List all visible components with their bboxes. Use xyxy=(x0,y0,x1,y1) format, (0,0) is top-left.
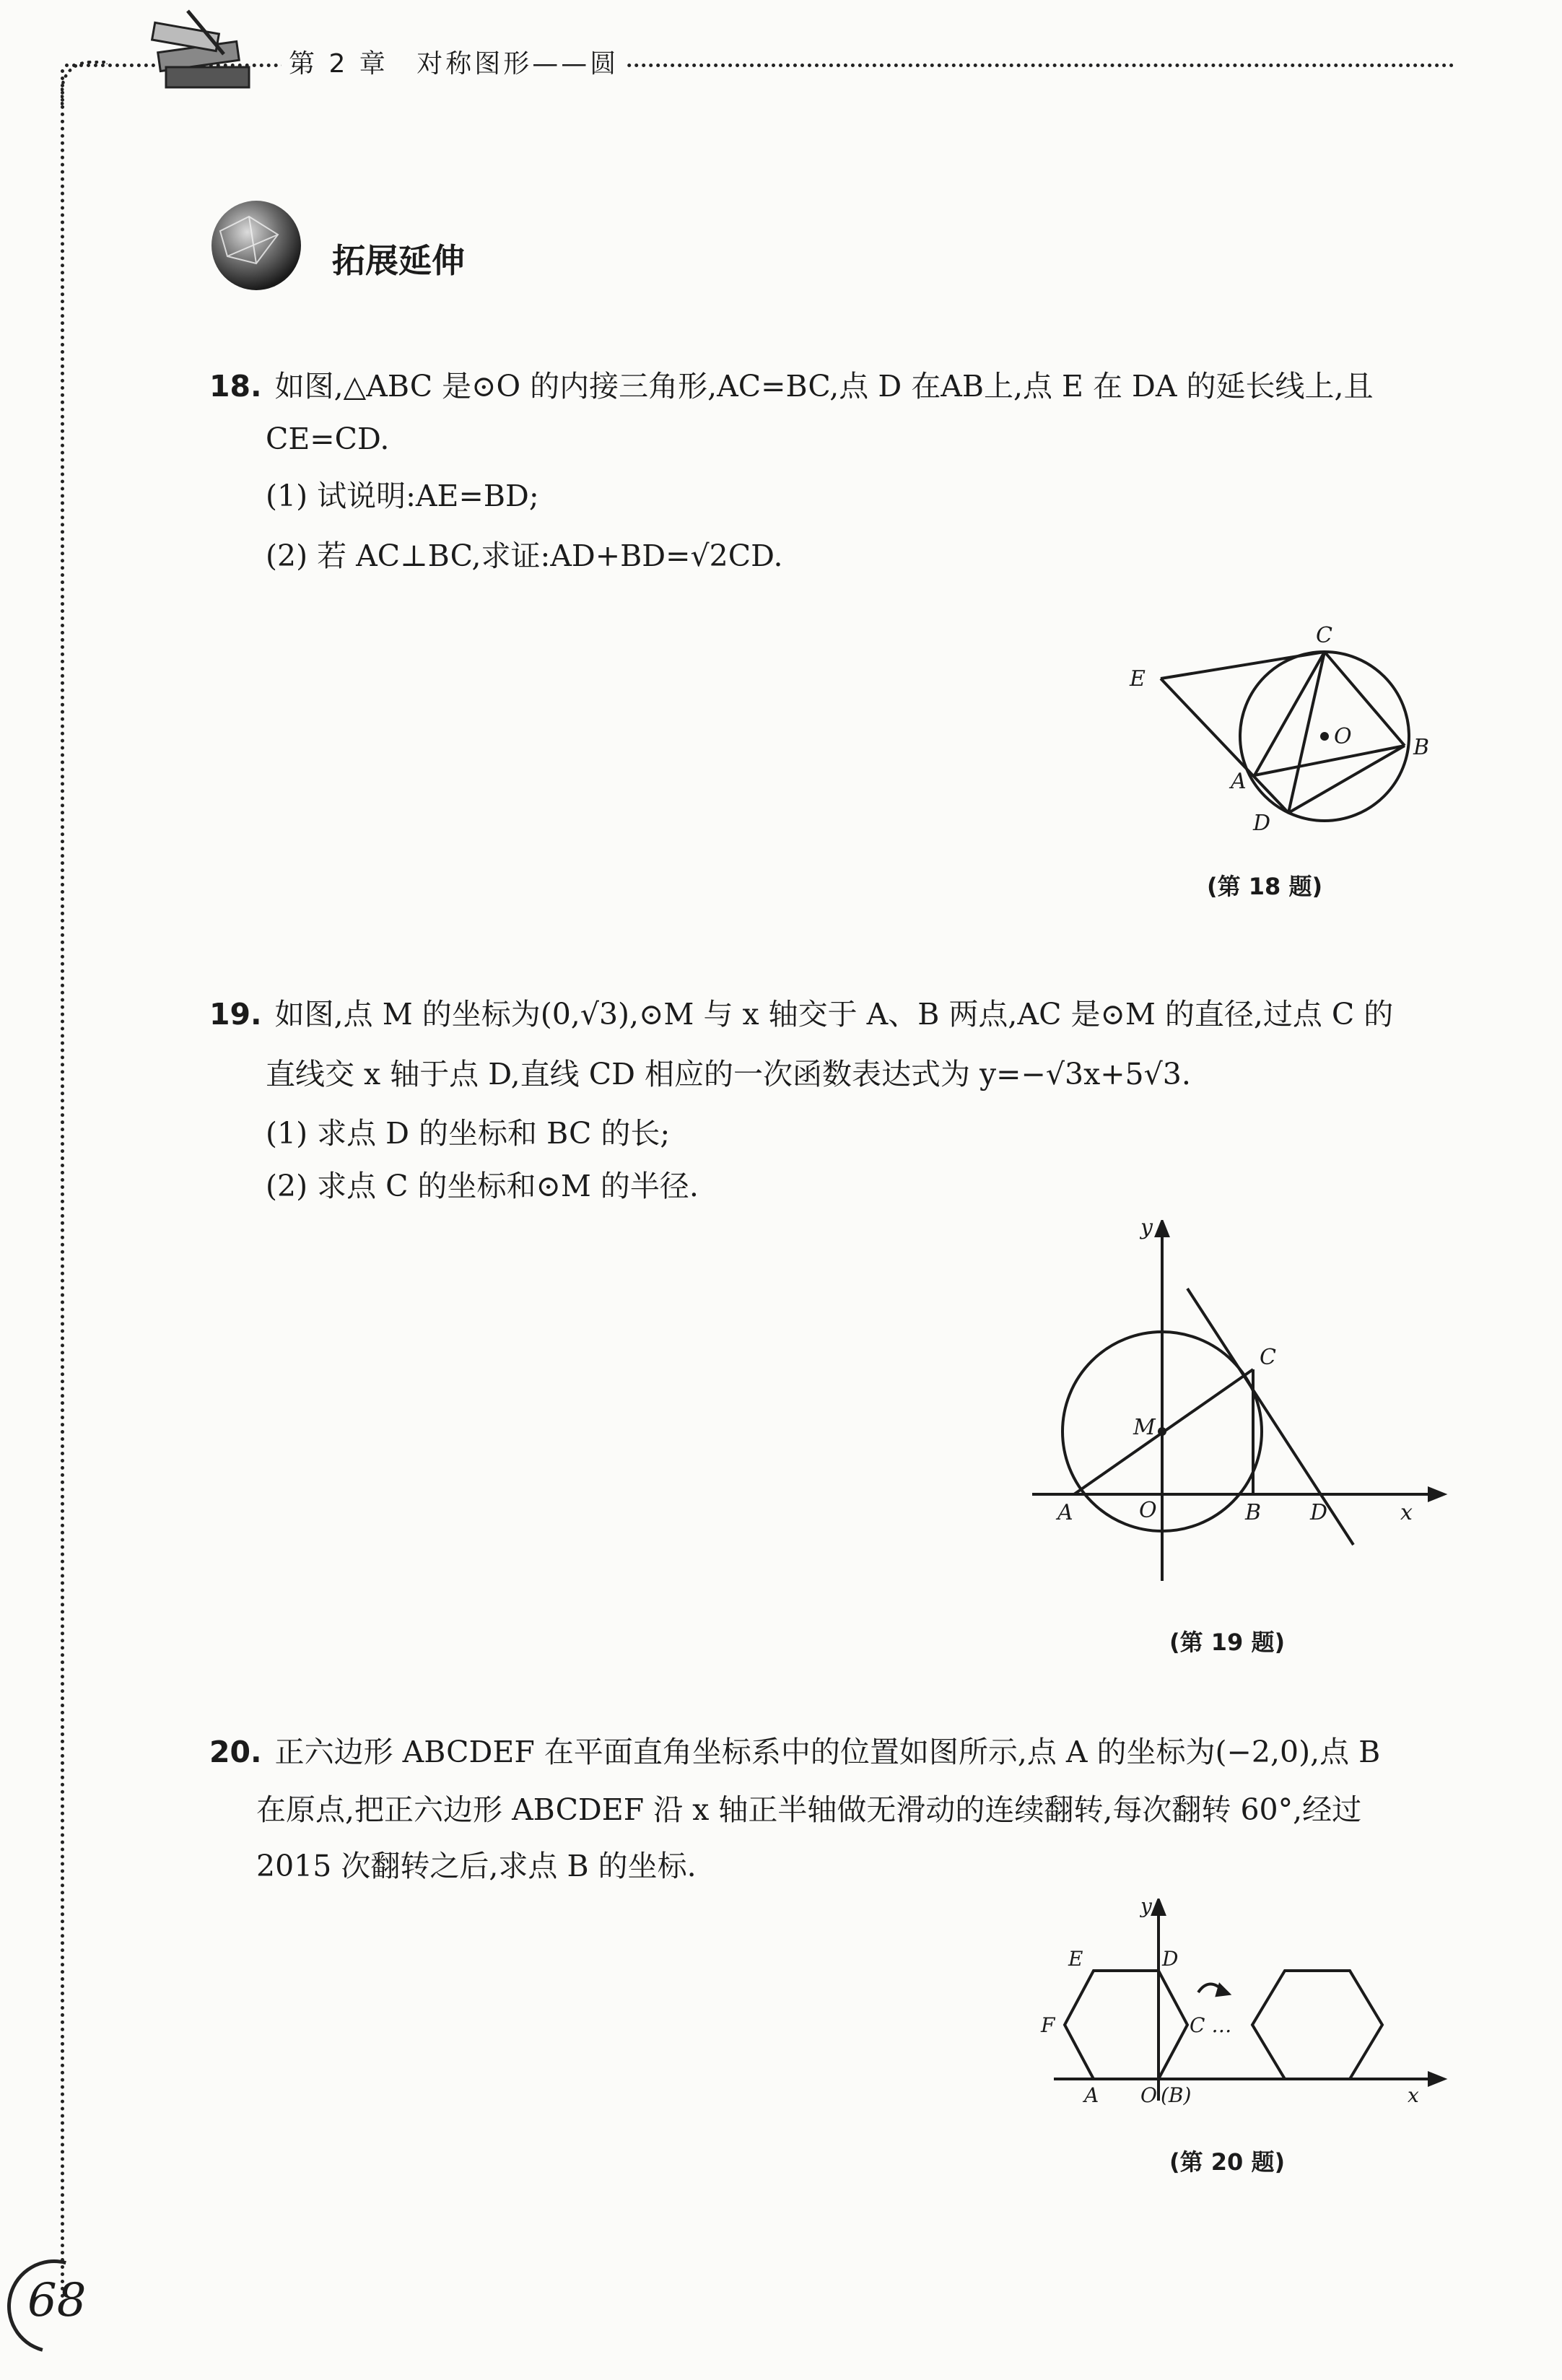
figure-19 xyxy=(1025,1220,1458,1595)
label-C: C xyxy=(1316,623,1332,648)
page-number: 68 xyxy=(27,2274,87,2327)
chapter-label: 第 2 章 xyxy=(289,49,388,79)
figure-20 xyxy=(1025,1899,1458,2115)
books-icon xyxy=(137,4,260,105)
question-20-line-1: 20. 正六边形 ABCDEF 在平面直角坐标系中的位置如图所示,点 A 的坐标为(−2,0),点 B xyxy=(209,1735,1381,1769)
label-M: M xyxy=(1133,1415,1156,1440)
label-O: O xyxy=(1334,724,1352,749)
label-A: A xyxy=(1057,1500,1073,1525)
label-C: C … xyxy=(1190,2013,1232,2037)
chapter-title: 对称图形——圆 xyxy=(416,49,619,79)
globe-icon xyxy=(206,195,307,296)
label-x: x xyxy=(1400,1500,1413,1525)
label-E: E xyxy=(1068,1947,1083,1971)
label-B: B xyxy=(1245,1500,1262,1525)
running-header xyxy=(282,43,626,80)
question-20-line-3: 2015 次翻转之后,求点 B 的坐标. xyxy=(256,1849,697,1883)
left-dotted-rule xyxy=(61,69,64,2300)
center-point xyxy=(1320,732,1329,741)
question-18-line-2: CE=CD. xyxy=(266,422,390,456)
label-D: D xyxy=(1253,811,1271,836)
label-x: x xyxy=(1408,2083,1419,2107)
question-20-line-2: 在原点,把正六边形 ABCDEF 沿 x 轴正半轴做无滑动的连续翻转,每次翻转 60°,经过 xyxy=(256,1792,1362,1827)
label-A: A xyxy=(1231,769,1247,794)
label-y: y xyxy=(1140,1899,1152,1918)
label-B: B xyxy=(1413,735,1430,760)
header-border-corner xyxy=(61,61,108,108)
question-20-number: 20. xyxy=(209,1735,262,1769)
caption-19: (第 19 题) xyxy=(1169,1629,1286,1656)
caption-20: (第 20 题) xyxy=(1169,2148,1286,2176)
question-18-part-1: (1) 试说明:AE=BD; xyxy=(266,479,539,513)
label-D: D xyxy=(1162,1947,1179,1971)
question-19-part-2: (2) 求点 C 的坐标和⊙M 的半径. xyxy=(266,1169,699,1203)
label-C: C xyxy=(1260,1345,1276,1370)
caption-18: (第 18 题) xyxy=(1207,873,1323,900)
figure-18 xyxy=(1112,614,1487,852)
label-y: y xyxy=(1140,1220,1153,1240)
question-19-number: 19. xyxy=(209,997,262,1032)
question-19-line-1: 19. 如图,点 M 的坐标为(0,√3),⊙M 与 x 轴交于 A、B 两点,AC 是⊙M 的直径,过点 C 的 xyxy=(209,997,1394,1032)
question-19-part-1: (1) 求点 D 的坐标和 BC 的长; xyxy=(266,1116,671,1151)
label-A: A xyxy=(1084,2083,1099,2107)
label-O: O xyxy=(1139,1498,1157,1523)
center-point-M xyxy=(1158,1427,1166,1436)
question-18-line-1: 18. 如图,△ABC 是⊙O 的内接三角形,AC=BC,点 D 在AB上,点 E 在 DA 的延长线上,且 xyxy=(209,369,1374,404)
label-B: (B) xyxy=(1161,2083,1192,2107)
label-D: D xyxy=(1310,1500,1328,1525)
label-E: E xyxy=(1130,666,1146,692)
question-18-number: 18. xyxy=(209,369,262,404)
question-18-part-2: (2) 若 AC⊥BC,求证:AD+BD=√2CD. xyxy=(266,539,783,573)
section-title: 拓展延伸 xyxy=(332,241,465,280)
label-O: O xyxy=(1140,2083,1157,2107)
label-F: F xyxy=(1041,2013,1055,2037)
question-19-line-2: 直线交 x 轴于点 D,直线 CD 相应的一次函数表达式为 y=−√3x+5√3. xyxy=(266,1057,1191,1091)
header-dotted-rule xyxy=(65,64,1454,67)
